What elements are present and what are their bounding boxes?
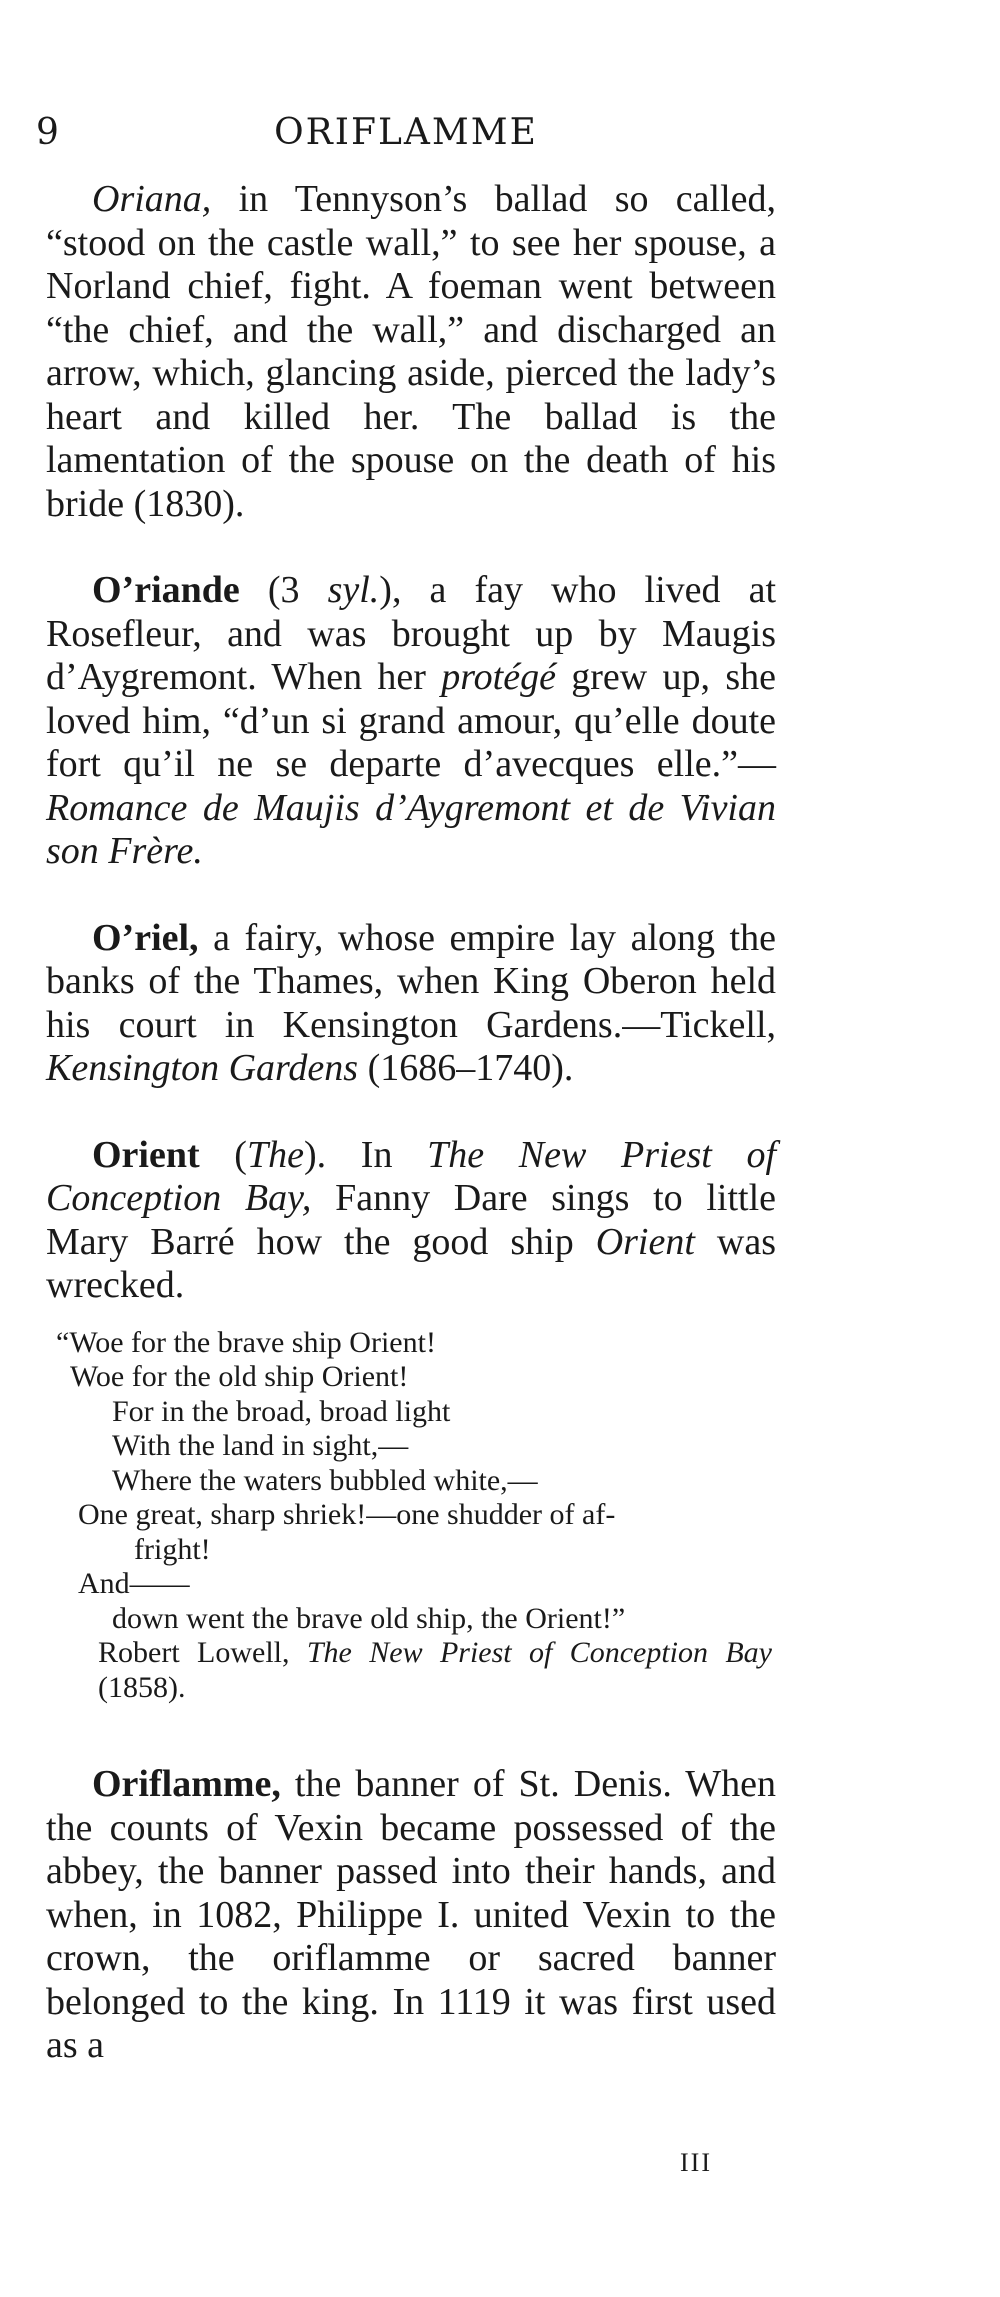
- entry-orient-paren-open: (: [199, 1133, 247, 1176]
- page-number: 9: [36, 112, 59, 153]
- poem-attribution: [56, 1636, 776, 1705]
- poem-line: And——: [78, 1567, 190, 1600]
- entry-oriana: [46, 178, 776, 526]
- headword-oriana: Oriana,: [92, 178, 212, 220]
- entry-orient-body2: was wrecked.: [46, 1220, 776, 1306]
- poem-line: “Woe for the brave ship Orient!: [56, 1325, 436, 1359]
- entry-oriande-body2: grew up, she loved him, “d’un si grand amour, qu’elle doute fort qu’il ne se departe d’avecques elle.”—: [46, 656, 777, 785]
- headword-oriande: O’riande: [92, 569, 240, 611]
- entry-oriel-source: Kensington Gardens: [46, 1047, 359, 1089]
- attribution-work: The New Priest of Conception Bay: [306, 1636, 772, 1669]
- attribution-author: Robert Lowell,: [98, 1636, 307, 1669]
- headword-orient: Orient: [92, 1133, 200, 1176]
- entry-orient-paren-italic: The: [246, 1133, 304, 1176]
- entry-oriana-body: in Tennyson’s ballad so called, “stood on the castle wall,” to see her spouse, a Norland chief, fight. A foeman went between “the chief, and the wall,” and discharged an arrow, which, glancing aside, pierced the lady’s heart and killed her. The ballad is the lamentation of the spouse on the death of his bride (1830).: [46, 178, 776, 525]
- poem-line: Woe for the old ship Orient!: [70, 1360, 409, 1393]
- entry-oriflamme: [46, 1763, 776, 2068]
- entry-oriande: [46, 569, 776, 874]
- poem-line: Where the waters bubbled white,—: [112, 1463, 538, 1497]
- page-text: [46, 178, 776, 2111]
- entry-oriel-body: a fairy, whose empire lay along the banks of the Thames, when King Oberon held his court in Kensington Gardens.—Tickell,: [46, 916, 776, 1046]
- entry-oriande-source: Romance de Maujis d’Aygremont et de Vivian son Frère.: [46, 786, 776, 872]
- entry-oriel-dates: (1686–1740).: [358, 1047, 574, 1089]
- signature-mark: III: [680, 2148, 712, 2177]
- headword-oriel: O’riel,: [92, 916, 199, 959]
- poem-line: down went the brave old ship, the Orient!”: [112, 1601, 626, 1635]
- poem-line: For in the broad, broad light: [112, 1394, 451, 1428]
- entry-oriflamme-body: the banner of St. Denis. When the counts of Vexin became possessed of the abbey, the banner passed into their hands, and when, in 1082, Philippe I. united Vexin to the crown, the oriflamme or sacred banner belonged to the king. In 1119 it was first used as a: [46, 1763, 776, 2066]
- entry-oriande-note-italic: syl.: [327, 569, 380, 611]
- entry-oriel: [46, 917, 776, 1091]
- headword-oriflamme: Oriflamme,: [92, 1763, 281, 1805]
- poem-line: fright!: [134, 1532, 211, 1566]
- poem-quotation: [56, 1326, 776, 1706]
- entry-orient-work: The New Priest of Conception Bay,: [46, 1133, 777, 1219]
- entry-orient: [46, 1134, 776, 1308]
- entry-oriande-protege: protégé: [441, 656, 556, 698]
- poem-line: One great, sharp shriek!—one shudder of af-: [78, 1498, 616, 1531]
- entry-orient-ship: Orient: [595, 1220, 695, 1263]
- attribution-year: (1858).: [98, 1670, 186, 1704]
- entry-oriande-body: ), a fay who lived at Rosefleur, and was brought up by Maugis d’Aygremont. When her: [46, 569, 777, 698]
- page-header: [36, 108, 776, 158]
- entry-oriande-note-open: (3: [239, 569, 328, 611]
- poem-line: With the land in sight,—: [112, 1429, 409, 1462]
- entry-orient-paren-close: ). In: [303, 1133, 428, 1176]
- running-head: ORIFLAMME: [274, 112, 538, 153]
- entry-orient-body: Fanny Dare sings to little Mary Barré how the good ship: [46, 1177, 776, 1263]
